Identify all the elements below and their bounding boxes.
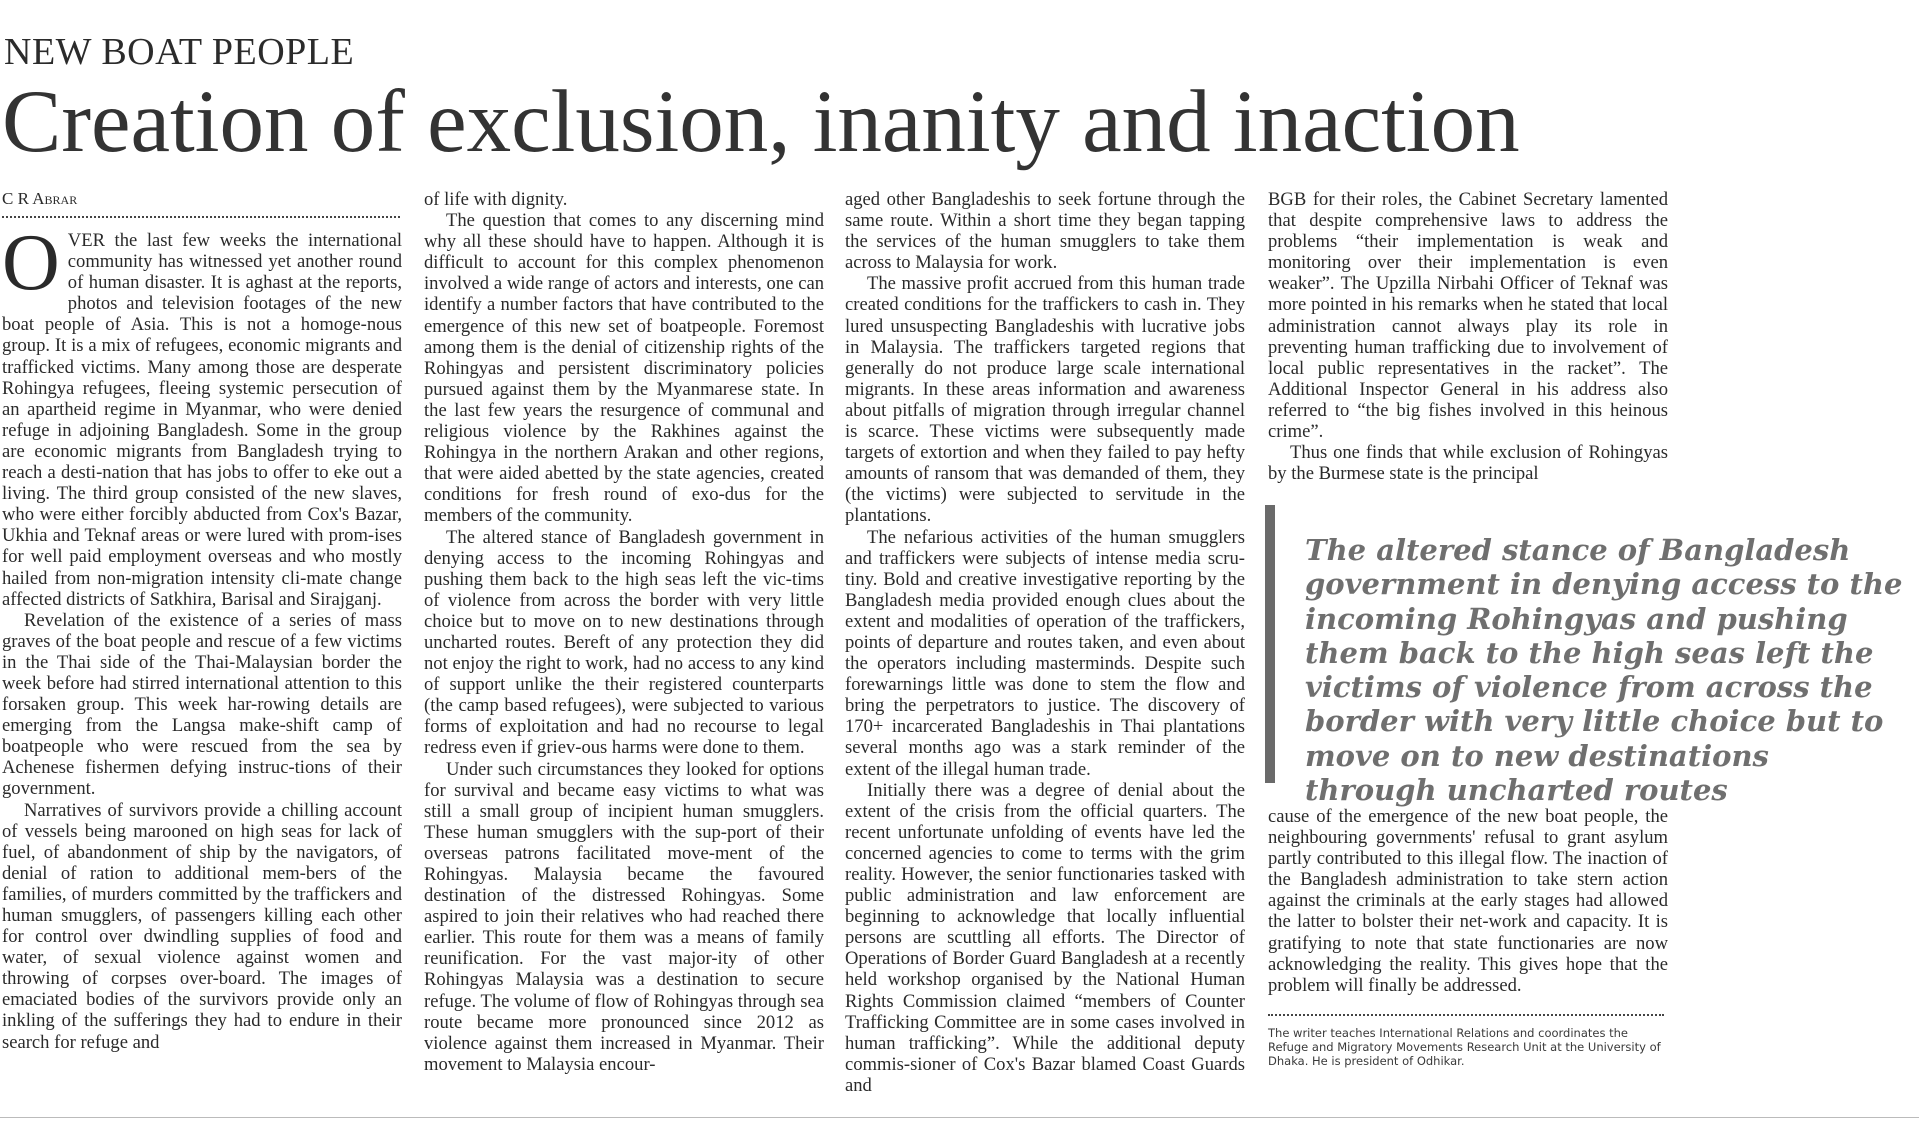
paragraph: The massive profit accrued from this human trade created conditions for the traffickers to cash in. They lured unsuspecting Bangladeshis with lucrative jobs in Malaysia. The traffickers targeted regions that generally do not produce large scale international migrants. In these areas information and awareness about pitfalls of migration through irregular channel is scarce. These victims were subsequently made targets of extortion and when they failed to pay hefty amounts of ransom that was demanded of them, they (the victims) were subjected to servitude in the plantations. [845, 273, 1245, 527]
article-column-1 [2, 189, 402, 1053]
article-column-4 [1268, 189, 1668, 484]
article-column-4-continued [1268, 806, 1668, 1069]
paragraph: cause of the emergence of the new boat people, the neighbouring governments' refusal to grant asylum partly contributed to this illegal flow. The inaction of the Bangladesh administration to take stern action against the criminals at the early stages had allowed the latter to bolster their net-work and capacity. It is gratifying to note that state functionaries are now acknowledging the reality. This gives hope that the problem will finally be addressed. [1268, 806, 1668, 996]
paragraph: Narratives of survivors provide a chilling account of vessels being marooned on high seas for lack of fuel, of abandonment of ship by the navigators, of denial of ration to additional mem-bers of the families, of murders committed by the traffickers and human smugglers, of passengers killing each other for control over dwindling supplies of food and water, of sexual violence against women and throwing of corpses over-board. The images of emaciated bodies of the survivors provide only an inkling of the sufferings they had to endure in their search for refuge and [2, 799, 402, 1053]
drop-cap: O [2, 219, 60, 307]
paragraph: BGB for their roles, the Cabinet Secretary lamented that despite comprehensive laws to address the problems “their implementation is weak and monitoring over their implementation is even weaker”. The Upzilla Nirbahi Officer of Teknaf was more pointed in his remarks when he stated that local administration cannot always play its role in preventing human trafficking due to involvement of local public representatives in the racket”. The Additional Inspector General in his address also referred to “the big fishes involved in this heinous crime”. [1268, 189, 1668, 443]
kicker: NEW BOAT PEOPLE [4, 31, 355, 73]
paragraph: Initially there was a degree of denial about the extent of the crisis from the official quarters. The recent unfortunate unfolding of events have led the concerned agencies to come to terms with the grim reality. However, the senior functionaries tasked with public administration and law enforcement are beginning to acknowledge that locally influential persons are scuttling all efforts. The Director of Operations of Border Guard Bangladesh at a recently held workshop organised by the National Human Rights Commission claimed “members of Counter Trafficking Committee are in some cases involved in human trafficking”. While the additional deputy commis-sioner of Cox's Bazar blamed Coast Guards and [845, 779, 1245, 1096]
footer-divider [1268, 1014, 1664, 1016]
paragraph: The question that comes to any discerning mind why all these should have to happen. Although it is difficult to account for this complex phenomenon involved a wide range of actors and interests, one can identify a number factors that have contributed to the emergence of this new set of boatpeople. Foremost among them is the denial of citizenship rights of the Rohingyas and persistent discriminatory policies pursued against them by the Myanmarese state. In the last few years the resurgence of communal and religious violence by the Rakhines against the Rohingya in the northern Arakan and other regions, that were aided abetted by the state agencies, created conditions for fresh round of exo-dus for the members of the community. [424, 210, 824, 527]
paragraph: aged other Bangladeshis to seek fortune through the same route. Within a short time they began tapping the services of the human smugglers to take them across to Malaysia for work. [845, 189, 1245, 274]
paragraph: The nefarious activities of the human smugglers and traffickers were subjects of intense media scru-tiny. Bold and creative investigative reporting by the Bangladesh media provided enough clues about the extent and modalities of operation of the traffickers, points of departure and routes taken, and even about the operators including masterminds. Despite such forewarnings little was done to stem the flow and bring the perpetrators to justice. The discovery of 170+ incarcerated Bangladeshis in Thai plantations several months ago was a stark reminder of the extent of the illegal human trade. [845, 526, 1245, 780]
byline: C R Abrar [2, 189, 78, 208]
paragraph: Revelation of the existence of a series of mass graves of the boat people and rescue of a few victims in the Thai side of the Thai-Malaysian border the week before had stirred international attention to this forsaken group. This week har-rowing details are emerging from the Langsa make-shift camp of boatpeople who were rescued from the sea by Achenese fishermen defying instruc-tions of their government. [2, 609, 402, 800]
paragraph: The altered stance of Bangladesh government in denying access to the incoming Rohingyas and pushing them back to the high seas left the vic-tims of violence from across the border with very little choice but to move on to new destinations through uncharted routes. Bereft of any protection they did not enjoy the right to work, had no access to any kind of support unlike the their registered counterparts (the camp based refugees), were subjected to various forms of exploitation and had no recourse to legal redress even if griev-ous harms were done to them. [424, 526, 824, 759]
page-title: Creation of exclusion, inanity and inaction [2, 73, 1520, 171]
article-column-2 [424, 189, 824, 1075]
paragraph-text: VER the last few weeks the international community has witnessed yet another round of human disaster. It is aghast at the reports, photos and television footages of the new boat people of Asia. This is not a homoge-nous group. It is a mix of refugees, economic migrants and trafficked victims. Many among those are desperate Rohingya refugees, fleeing systemic persecution of an apartheid regime in Myanmar, who were denied refuge in adjoining Bangladesh. Some in the group are economic migrants from Bangladesh trying to reach a desti-nation that has jobs to offer to eke out a living. The third group consisted of the new slaves, who were either forcibly abducted from Cox's Bazar, Ukhia and Teknaf areas or were lured with prom-ises for well paid employment overseas and who mostly hailed from non-migration intensity cli-mate change affected districts of Satkhira, Barisal and Sirajganj. [2, 230, 402, 610]
author-note: The writer teaches International Relations and coordinates the Refuge and Migratory Movements Research Unit at the University of Dhaka. He is president of Odhikar. [1268, 1025, 1661, 1069]
paragraph [2, 219, 402, 610]
article-column-3 [845, 189, 1245, 1096]
page-bottom-rule [0, 1117, 1919, 1118]
paragraph: Thus one finds that while exclusion of Rohingyas by the Burmese state is the principal [1268, 442, 1668, 485]
paragraph: of life with dignity. [424, 189, 568, 210]
byline-divider [2, 216, 400, 218]
paragraph: Under such circumstances they looked for options for survival and became easy victims to what was still a small group of incipient human smugglers. These human smugglers with the sup-port of their overseas patrons facilitated move-ment of the Rohingyas. Malaysia became the favoured destination of the distressed Rohingyas. Some aspired to join their relatives who had reached there earlier. This route for them was a means of family reunification. For the vast major-ity of other Rohingyas Malaysia was a destination to secure refuge. The volume of flow of Rohingyas through sea route became more pronounced since 2012 as violence against them increased in Myanmar. Their movement to Malaysia encour- [424, 758, 824, 1075]
pull-quote: The altered stance of Bangladesh government in denying access to the incoming Rohingyas and pushing them back to the high seas left the victims of violence from across the border with very little choice but to move on to new destinations through uncharted routes [1265, 505, 1913, 783]
